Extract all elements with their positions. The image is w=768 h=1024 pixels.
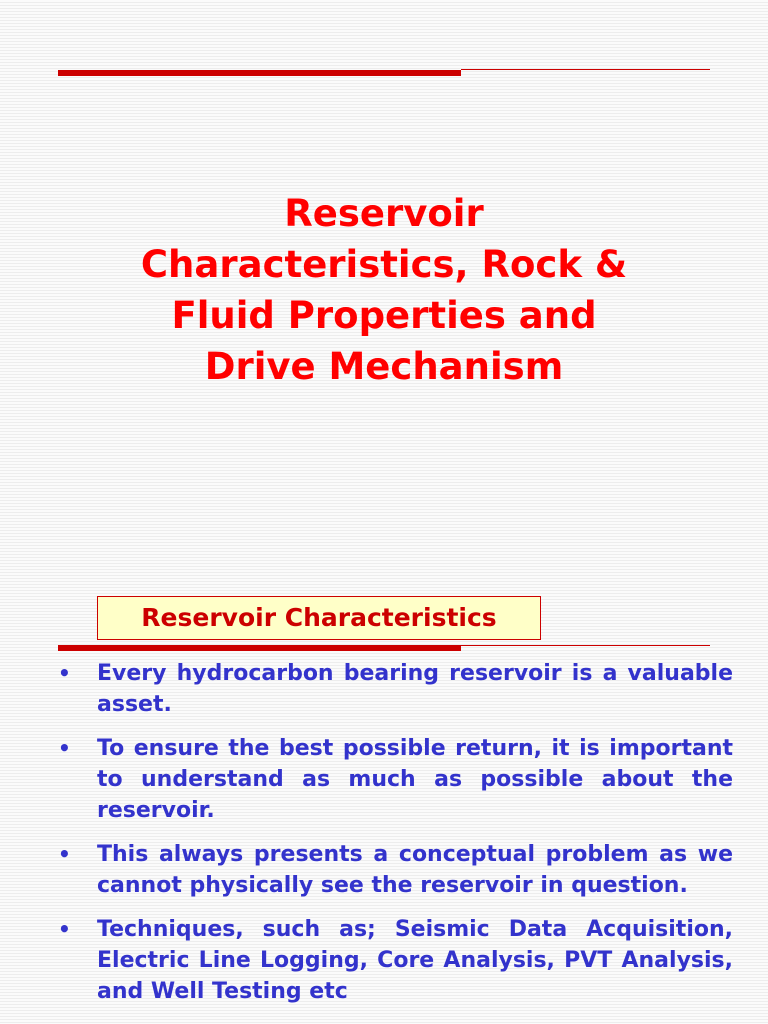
bullet-text: Every hydrocarbon bearing reservoir is a valuable asset.	[97, 661, 733, 717]
bullet-icon: •	[58, 661, 71, 685]
content-slide-thick-rule	[58, 645, 461, 651]
bullet-text: To ensure the best possible return, it is important to understand as much as possible about the reservoir.	[97, 736, 733, 823]
content-slide-thin-rule	[461, 645, 710, 646]
bullet-icon: •	[58, 842, 71, 866]
section-title-box: Reservoir Characteristics	[97, 596, 541, 640]
bullet-text: This always presents a conceptual problem as we cannot physically see the reservoir in question.	[97, 842, 733, 898]
title-slide-thick-rule	[58, 70, 461, 76]
bullet-text: Techniques, such as; Seismic Data Acquisition, Electric Line Logging, Core Analysis, PVT Analysis, and Well Testing etc	[97, 917, 733, 1004]
bullet-item	[0, 914, 768, 1007]
content-slide	[0, 580, 768, 1024]
title-slide-thin-rule	[461, 69, 710, 70]
bullet-icon: •	[58, 917, 71, 941]
slide-title-line: Drive Mechanism	[204, 345, 564, 388]
bullet-item	[0, 839, 768, 901]
bullet-item	[0, 658, 768, 720]
slide-title-line: Fluid Properties and	[171, 294, 597, 337]
slide-title-line: Characteristics, Rock &	[140, 243, 628, 286]
bullet-icon: •	[58, 736, 71, 760]
slide-title-line: Reservoir	[284, 192, 484, 235]
bullet-list	[0, 658, 768, 1020]
slide-title	[0, 188, 768, 392]
bullet-item	[0, 733, 768, 826]
